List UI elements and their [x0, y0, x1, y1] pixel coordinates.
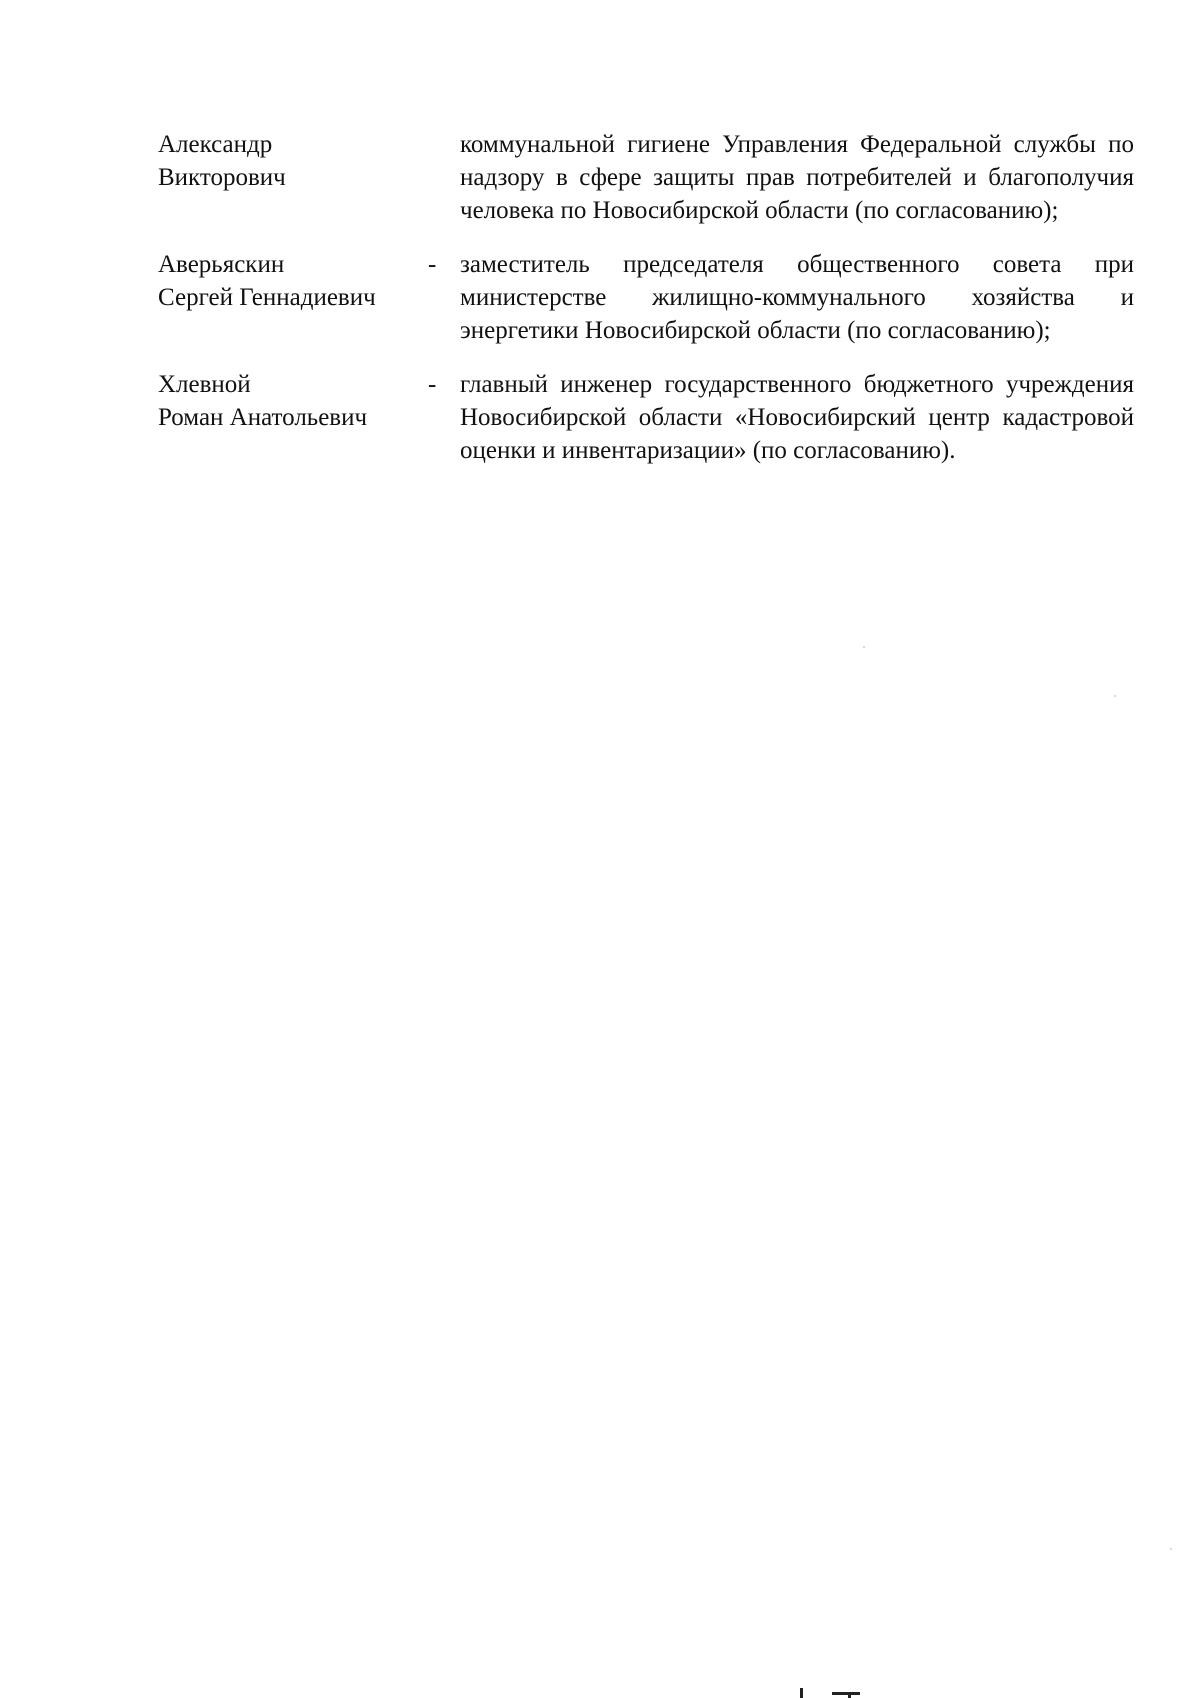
- member-entry: [158, 128, 1158, 227]
- member-dash: -: [428, 251, 437, 278]
- scan-speck: [863, 646, 865, 648]
- member-name: [158, 128, 428, 194]
- member-name: [158, 368, 428, 434]
- member-name-line: Викторович: [158, 164, 286, 191]
- member-position: главный инженер государственного бюджетного учреждения Новосибирской области «Новосибирский центр кадастровой оценки и инвентаризации» (по согласованию).: [460, 371, 1134, 464]
- member-name: [158, 248, 428, 314]
- member-position: заместитель председателя общественного совета при министерстве жилищно-коммунального хозяйства и энергетики Новосибирской области (по согласованию);: [460, 251, 1134, 344]
- member-name-line: Роман Анатольевич: [158, 404, 368, 431]
- cropped-footer-mark: [790, 1684, 870, 1698]
- member-name-line: Аверьяскин: [158, 251, 285, 278]
- member-dash: -: [428, 371, 437, 398]
- member-list: [158, 128, 1158, 467]
- member-name-line: Хлевной: [158, 371, 251, 398]
- scan-speck: [1114, 695, 1116, 697]
- member-name-line: Сергей Геннадиевич: [158, 284, 376, 311]
- member-entry: [158, 368, 1158, 467]
- member-entry: [158, 248, 1158, 347]
- scan-speck: [1170, 1548, 1172, 1550]
- member-position: коммунальной гигиене Управления Федеральной службы по надзору в сфере защиты прав потребителей и благополучия человека по Новосибирской области (по согласованию);: [460, 131, 1134, 224]
- member-name-line: Александр: [158, 131, 273, 158]
